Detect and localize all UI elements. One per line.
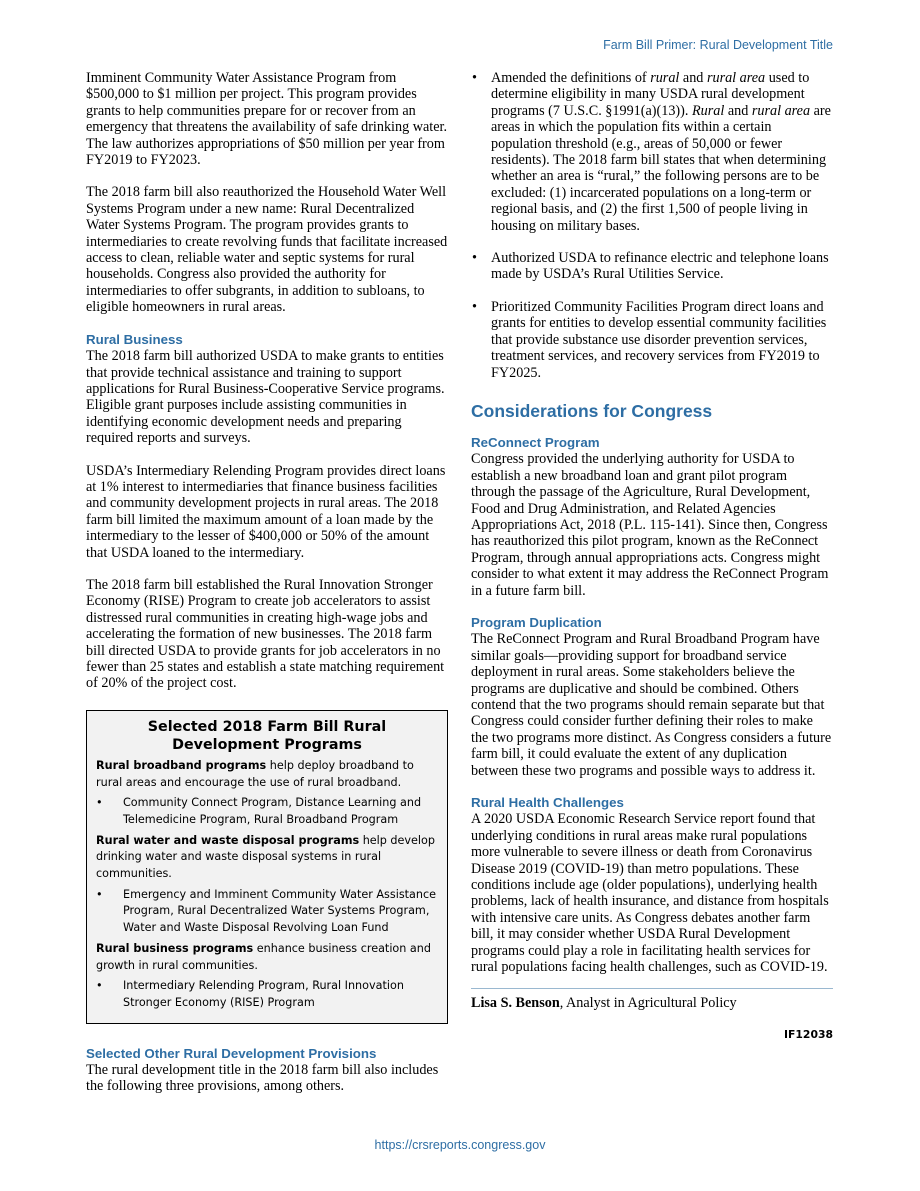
box-title: Selected 2018 Farm Bill Rural Development Programs	[147, 718, 387, 753]
bullet-icon: •	[472, 298, 477, 315]
heading-rural-business: Rural Business	[86, 331, 183, 347]
programs-sidebar-box	[86, 710, 448, 1024]
italic-term: rural area	[706, 70, 766, 86]
box-water-list	[96, 887, 438, 937]
box-broadband-text: help deploy broadband to rural areas and encourage the use of rural broadband.	[96, 758, 414, 789]
bullet-icon: •	[472, 70, 477, 86]
heading-rural-health: Rural Health Challenges	[471, 795, 624, 811]
paragraph-reconnect: Congress provided the underlying authority for USDA to establish a new broadband loan and grant pilot program through the passage of the Agriculture, Rural Development, Food and Drug Administration, and Related Agencies Appropriations Act, 2018 (P.L. 115-141). Since then, Congress has reauthorized this pilot program, known as the ReConnect Program, through annual appropriations acts. Congress might consider to what extent it may address the ReConnect Program in a future farm bill.	[471, 451, 829, 599]
box-broadband-label: Rural broadband programs	[96, 758, 267, 772]
italic-term: rural area	[751, 102, 811, 119]
box-business-label: Rural business programs	[96, 941, 254, 955]
box-water-text: help develop drinking water and waste disposal systems in rural communities.	[96, 833, 435, 881]
paragraph-rise-program: The 2018 farm bill established the Rural Innovation Stronger Economy (RISE) Program to create job accelerators to assist distressed rural communities in creating high-wage jobs and accelerating the formation of new businesses. The 2018 farm bill directed USDA to provide grants for job accelerators in no fewer than 25 states and establish a state matching requirement of 20% of the project cost.	[86, 576, 445, 692]
heading-other-provisions: Selected Other Rural Development Provisions	[86, 1045, 377, 1061]
author-divider	[471, 988, 833, 989]
box-broadband-item: Community Connect Program, Distance Learning and Telemedicine Program, Rural Broadband Program	[123, 796, 422, 826]
box-business-item: Intermediary Relending Program, Rural Innovation Stronger Economy (RISE) Program	[123, 979, 404, 1009]
box-business-list	[96, 978, 438, 1011]
community-facilities-text: Prioritized Community Facilities Program direct loans and grants for entities to develop essential community facilities that provide substance use disorder prevention services, treatment services, and recovery services from FY2019 to FY2025.	[491, 298, 827, 381]
heading-duplication: Program Duplication	[471, 614, 602, 630]
box-water-description	[96, 833, 438, 883]
bullet-icon: •	[96, 979, 103, 993]
author-name: Lisa S. Benson	[471, 994, 560, 1011]
text-span: used to determine eligibility in many USDA rural development programs (7 U.S.C. §1991(a)(13)).	[491, 70, 810, 119]
list-item	[96, 887, 438, 937]
italic-term: rural	[650, 70, 680, 86]
text-span: and	[679, 70, 707, 86]
paragraph-intermediary-relending: USDA’s Intermediary Relending Program provides direct loans at 1% interest to intermediaries that finance business facilities and community development projects in rural areas. The 2018 farm bill limited the maximum amount of a loan made by the intermediary to the lesser of $400,000 or 50% of the amount that USDA loaned to the intermediary.	[86, 462, 446, 561]
text-span: Amended the definitions of	[491, 70, 651, 86]
paragraph-water-assistance: Imminent Community Water Assistance Program from $500,000 to $1 million per project. This program provides grants to help communities prepare for or recover from an emergency that threatens the availability of safe drinking water. The law authorizes appropriations of $50 million per year from FY2019 to FY2023.	[86, 70, 447, 169]
box-water-label: Rural water and waste disposal programs	[96, 833, 360, 847]
running-header: Farm Bill Primer: Rural Development Title	[603, 38, 833, 52]
box-broadband-description	[96, 758, 438, 791]
left-column	[86, 70, 448, 1111]
rural-definition-text	[491, 70, 831, 234]
right-column	[471, 70, 833, 1043]
paragraph-technical-assistance: The 2018 farm bill authorized USDA to make grants to entities that provide technical assistance and training to support applications for Rural Business-Cooperative Service programs. Eligible grant purposes include assisting communities in identifying economic development needs and preparing required reports and surveys.	[86, 348, 445, 447]
provisions-list	[471, 70, 833, 381]
box-broadband-list	[96, 795, 438, 828]
box-business-text: enhance business creation and growth in rural communities.	[96, 941, 431, 972]
text-span: are areas in which the population fits within a certain population threshold (e.g., areas of 50,000 or fewer residents). The 2018 farm bill states that when determining whether an area is “rural,” the following persons are to be excluded: (1) incarcerated populations on a long-term or regional basis, and (2) the first 1,500 of people living in housing on military bases.	[491, 102, 831, 234]
list-item	[96, 978, 438, 1011]
list-item	[471, 299, 833, 381]
author-title: , Analyst in Agricultural Policy	[559, 994, 737, 1011]
text-span: and	[724, 102, 752, 119]
paragraph-other-provisions: The rural development title in the 2018 farm bill also includes the following three provisions, among others.	[86, 1062, 439, 1095]
refinance-text: Authorized USDA to refinance electric and telephone loans made by USDA’s Rural Utilities Service.	[491, 250, 829, 283]
author-line	[471, 995, 833, 1011]
bullet-icon: •	[96, 796, 103, 810]
footer-link[interactable]: https://crsreports.congress.gov	[374, 1138, 546, 1152]
heading-reconnect: ReConnect Program	[471, 434, 600, 450]
bullet-icon: •	[96, 887, 103, 901]
bullet-icon: •	[472, 250, 477, 267]
box-water-item: Emergency and Imminent Community Water Assistance Program, Rural Decentralized Water Systems Program, Water and Waste Disposal Revolving Loan Fund	[123, 887, 437, 935]
box-business-description	[96, 941, 438, 974]
paragraph-duplication: The ReConnect Program and Rural Broadband Program have similar goals—providing support for broadband service deployment in rural areas. Some stakeholders believe the programs are duplicative and should be combined. Others contend that the two programs should remain separate but that Congress could consider further defining their roles to make the two programs more distinct. As Congress considers a future farm bill, it could evaluate the extent of any duplication between these two programs and possible ways to address it.	[471, 631, 832, 779]
list-item	[471, 70, 833, 234]
italic-term: Rural	[691, 102, 725, 119]
list-item	[471, 250, 833, 283]
heading-considerations: Considerations for Congress	[471, 400, 713, 421]
list-item	[96, 795, 438, 828]
paragraph-decentralized-water: The 2018 farm bill also reauthorized the Household Water Well Systems Program under a new name: Rural Decentralized Water Systems Program. The program provides grants to intermediaries to create revolving funds that facilitate increased access to clean, reliable water and septic systems for rural households. Congress also provided the authority for intermediaries to offer subgrants, in addition to subloans, to eligible homeowners in rural areas.	[86, 184, 448, 316]
document-id: IF12038	[784, 1027, 833, 1041]
paragraph-rural-health: A 2020 USDA Economic Research Service report found that underlying conditions in rural areas make rural populations more vulnerable to severe illness or death from Coronavirus Disease 2019 (COVID-19) than metro populations. These conditions include age (older populations), underlying health problems, lack of health insurance, and distance from hospitals with intensive care units. As Congress debates another farm bill, it may consider whether USDA Rural Development programs could play a role in facilitating health services for rural populations facing health challenges, such as COVID-19.	[471, 811, 829, 976]
